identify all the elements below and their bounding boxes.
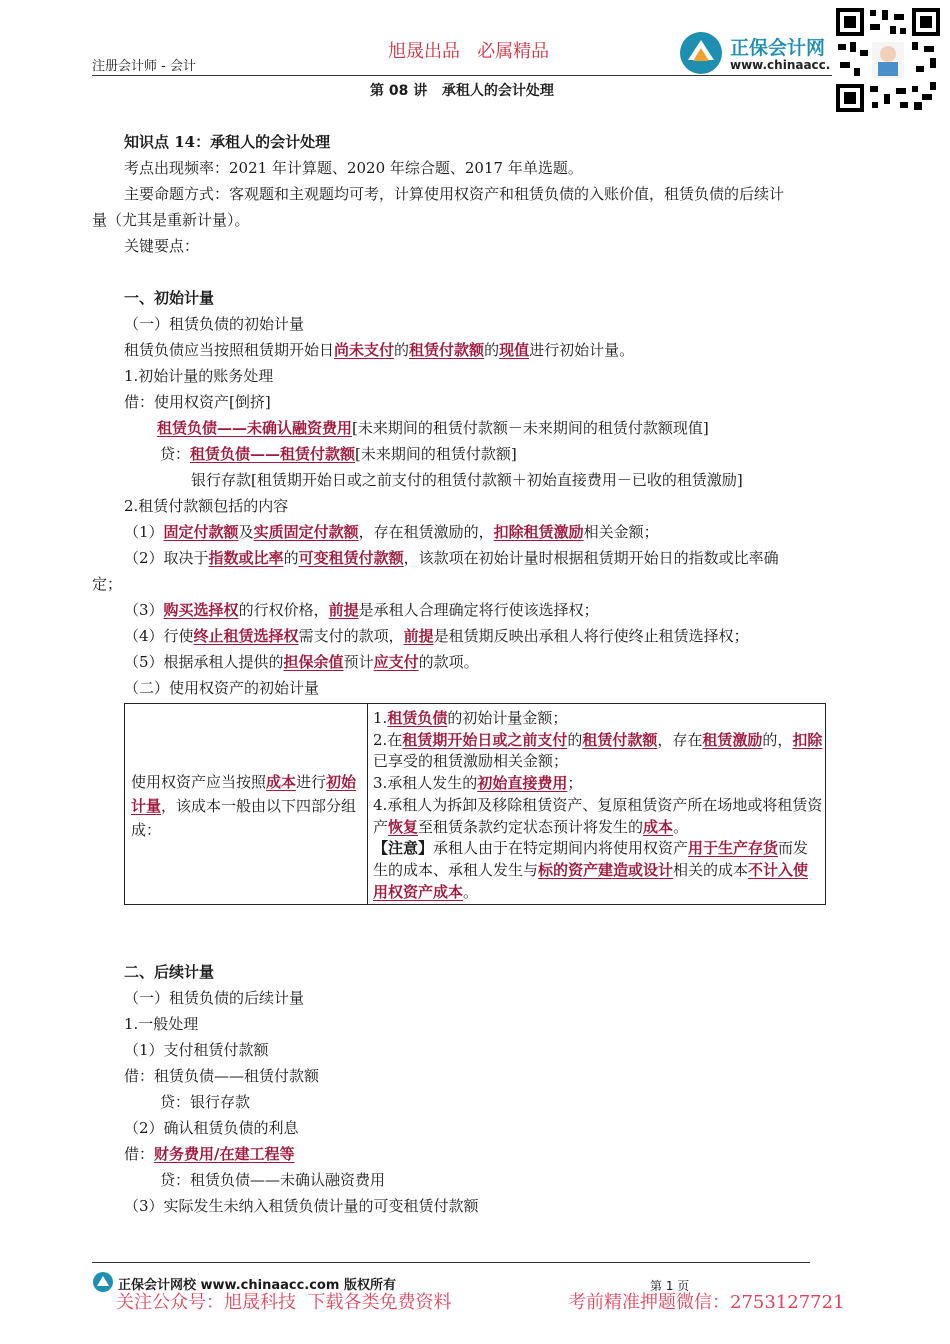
footer-page: 第 1 页 xyxy=(650,1279,690,1293)
key-points-label: 关键要点： xyxy=(124,237,200,255)
journal3-credit: 贷：租赁负债——未确认融资费用 xyxy=(160,1171,386,1189)
section1-sub1: （一）租赁负债的初始计量 xyxy=(124,315,305,333)
header-left-title: 注册会计师 - 会计 xyxy=(92,59,196,74)
recognize-interest: （2）确认租赁负债的利息 xyxy=(124,1119,299,1137)
hl-lease-payments: 租赁付款额 xyxy=(409,341,485,359)
qr-code-icon xyxy=(834,6,942,114)
journal-debit-rou: 借：使用权资产[倒挤] xyxy=(124,393,271,411)
section1-heading: 一、初始计量 xyxy=(124,289,215,307)
list-item-4: （4）行使终止租赁选择权需支付的款项，前提是租赁期反映出承租人将行使终止租赁选择权； xyxy=(124,627,749,645)
section2-sub1: （一）租赁负债的后续计量 xyxy=(124,989,305,1007)
list-item-1: （1）固定付款额及实质固定付款额，存在租赁激励的，扣除租赁激励相关金额； xyxy=(124,523,659,541)
table-left-cell: 使用权资产应当按照成本进行初始计量，该成本一般由以下四部分组成： xyxy=(131,773,357,839)
table-item-4: 4.承租人为拆卸及移除租赁资产、复原租赁资产所在场地或将租赁资产恢复至租赁条款约定状态预计将发生的成本。 xyxy=(373,795,823,836)
table-item-2: 2.在租赁期开始日或之前支付的租赁付款额，存在租赁激励的，扣除已享受的租赁激励相关金额； xyxy=(373,730,823,771)
table-right-cell xyxy=(373,708,823,903)
lecture-title: 第 08 讲 承租人的会计处理 xyxy=(370,83,554,99)
watermark-left: 关注公众号：旭晟科技 下载各类免费资料 xyxy=(116,1292,452,1313)
list-item-2-cont: 定； xyxy=(92,575,123,593)
brand-url: www.chinaacc. xyxy=(730,58,831,72)
brand-logo xyxy=(678,30,724,76)
general-treatment: 1.一般处理 xyxy=(124,1015,199,1033)
variable-payments: （3）实际发生未纳入租赁负债计量的可变租赁付款额 xyxy=(124,1197,479,1215)
journal-credit-lease-payments: 贷：租赁负债——租赁付款额[未来期间的租赁付款额] xyxy=(160,445,517,463)
list-item-5: （5）根据承租人提供的担保余值预计应支付的款项。 xyxy=(124,653,479,671)
question-method-line2: 量（尤其是重新计量）。 xyxy=(92,211,250,229)
header-rule xyxy=(92,75,832,76)
rou-asset-table xyxy=(124,703,826,905)
hl-unpaid: 尚未支付 xyxy=(334,341,395,359)
hl-present-value: 现值 xyxy=(499,341,530,359)
brand-logo-icon xyxy=(678,30,724,76)
journal-debit-unrecognized: 租赁负债——未确认融资费用[未来期间的租赁付款额－未来期间的租赁付款额现值] xyxy=(157,419,709,437)
pay-lease-payments: （1）支付租赁付款额 xyxy=(124,1041,269,1059)
journal3-debit: 借：财务费用/在建工程等 xyxy=(124,1145,295,1163)
footer-brand: 正保会计网校 www.chinaacc.com 版权所有 xyxy=(118,1278,396,1293)
footer-logo xyxy=(92,1271,114,1293)
journal2-debit: 借：租赁负债——租赁付款额 xyxy=(124,1067,320,1085)
lease-liability-definition: 租赁负债应当按照租赁期开始日尚未支付的租赁付款额的现值进行初始计量。 xyxy=(124,341,635,359)
lease-payments-content-title: 2.租赁付款额包括的内容 xyxy=(124,497,289,515)
footer-rule xyxy=(92,1262,810,1263)
list-item-3: （3）购买选择权的行权价格，前提是承租人合理确定将行使该选择权； xyxy=(124,601,599,619)
watermark-right: 考前精准押题微信：2753127721 xyxy=(568,1292,845,1313)
footer-logo-icon xyxy=(92,1271,114,1293)
header-slogan: 旭晟出品 必属精品 xyxy=(388,41,550,62)
table-item-1: 1.租赁负债的初始计量金额； xyxy=(373,709,568,727)
table-note: 【注意】承租人由于在特定期间内将使用权资产用于生产存货而发生的成本、承租人发生与标的资产建造或设计相关的成本不计入使用权资产成本。 xyxy=(373,839,809,901)
question-method-line1: 主要命题方式：客观题和主观题均可考，计算使用权资产和租赁负债的入账价值，租赁负债的后续计 xyxy=(124,185,785,203)
journal-credit-bank: 银行存款[租赁期开始日或之前支付的租赁付款额＋初始直接费用－已收的租赁激励] xyxy=(191,471,743,489)
brand-name: 正保会计网 xyxy=(730,37,826,59)
knowledge-point-title: 知识点 14：承租人的会计处理 xyxy=(124,133,331,151)
exam-frequency: 考点出现频率：2021 年计算题、2020 年综合题、2017 年单选题。 xyxy=(124,159,583,177)
table-item-3: 3.承租人发生的初始直接费用； xyxy=(373,774,583,793)
accounting-treatment-title: 1.初始计量的账务处理 xyxy=(124,367,274,385)
section2-heading: 二、后续计量 xyxy=(124,963,215,981)
section1-sub2: （二）使用权资产的初始计量 xyxy=(124,679,320,697)
qr-code xyxy=(834,6,942,114)
table-divider xyxy=(367,704,368,904)
journal2-credit: 贷：银行存款 xyxy=(160,1093,251,1111)
list-item-2: （2）取决于指数或比率的可变租赁付款额，该款项在初始计量时根据租赁期开始日的指数或比率确 xyxy=(124,549,779,567)
